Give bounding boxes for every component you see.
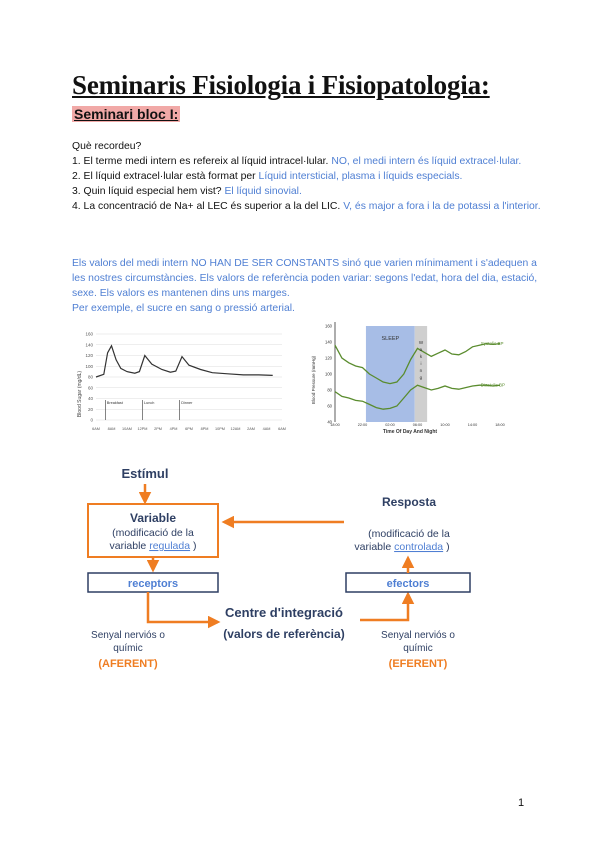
waking-letter: W bbox=[418, 340, 424, 345]
waking-letter: a bbox=[419, 347, 423, 352]
afferent-label: (AFERENT) bbox=[98, 658, 158, 670]
afferent-arrow bbox=[148, 592, 218, 622]
page-number: 1 bbox=[518, 797, 525, 809]
questions-intro: Què recordeu? bbox=[72, 141, 142, 152]
question-text: 3. Quin líquid especial hem vist? bbox=[72, 186, 222, 197]
variable-subtitle-2: variable regulada ) bbox=[109, 540, 197, 552]
sleep-label: SLEEP bbox=[381, 336, 400, 342]
y-tick-label: 60 bbox=[87, 385, 93, 391]
x-tick-label: 14:00 bbox=[467, 423, 478, 427]
meal-label: Dinner bbox=[181, 401, 193, 405]
y-axis-label: Blood Sugar (mg/dL) bbox=[77, 370, 83, 418]
y-tick-label: 140 bbox=[85, 342, 93, 348]
meal-label: Breakfast bbox=[106, 401, 123, 405]
y-tick-label: 40 bbox=[327, 419, 332, 425]
efferent-label: (EFERENT) bbox=[388, 658, 448, 670]
homeostasis-diagram bbox=[72, 462, 542, 672]
question-text: 2. El líquid extracel·lular està format per bbox=[72, 171, 256, 182]
y-tick-label: 160 bbox=[85, 331, 93, 337]
y-tick-label: 120 bbox=[325, 355, 332, 361]
y-axis-label: Blood Pressure (mmHg) bbox=[311, 355, 316, 405]
question-3 bbox=[72, 184, 542, 199]
question-text: 4. La concentració de Na+ al LEC és superior a la del LIC. bbox=[72, 201, 341, 212]
question-text: 1. El terme medi intern es refereix al líquid intracel·lular. bbox=[72, 156, 329, 167]
x-tick-label: 8PM bbox=[200, 427, 209, 431]
y-tick-label: 140 bbox=[325, 339, 332, 345]
response-subtitle: (modificació de la bbox=[368, 528, 450, 540]
x-tick-label: 10PM bbox=[215, 427, 225, 431]
y-tick-label: 100 bbox=[85, 363, 93, 369]
question-1 bbox=[72, 154, 542, 169]
x-tick-label: 18:00 bbox=[330, 423, 340, 427]
x-tick-label: 12AM bbox=[230, 427, 241, 431]
x-tick-label: 10:00 bbox=[440, 423, 450, 427]
y-tick-label: 20 bbox=[87, 406, 93, 412]
x-tick-label: 4AM bbox=[262, 427, 271, 431]
y-tick-label: 160 bbox=[325, 323, 332, 329]
signal-left-line1: Senyal nerviós o bbox=[91, 630, 165, 641]
answer-text: El líquid sinovial. bbox=[224, 186, 302, 197]
questions-block bbox=[72, 139, 542, 214]
question-2 bbox=[72, 169, 542, 184]
x-tick-label: 2AM bbox=[247, 427, 255, 431]
y-tick-label: 40 bbox=[87, 396, 93, 401]
answer-text: NO, el medi intern és líquid extracel·lular. bbox=[331, 156, 522, 167]
effectors-label: efectors bbox=[386, 578, 430, 590]
x-tick-label: 6AM bbox=[278, 427, 286, 431]
reference-values-label: (valors de referència) bbox=[223, 627, 345, 641]
variable-subtitle: (modificació de la bbox=[112, 527, 194, 539]
blood-sugar-chart bbox=[72, 322, 292, 442]
integration-center-label: Centre d'integració bbox=[225, 605, 343, 620]
signal-left-line2: químic bbox=[113, 643, 143, 654]
y-tick-label: 100 bbox=[325, 371, 332, 377]
response-subtitle-2: variable controlada ) bbox=[354, 541, 450, 553]
answer-text: V, és major a fora i la de potassi a l'interior. bbox=[343, 201, 541, 212]
y-tick-label: 80 bbox=[87, 374, 93, 380]
x-tick-label: 6AM bbox=[92, 427, 100, 431]
x-tick-label: 8AM bbox=[107, 427, 116, 431]
question-4 bbox=[72, 199, 542, 214]
waking-letter: k bbox=[419, 354, 423, 359]
y-tick-label: 0 bbox=[90, 417, 93, 423]
legend-systolic: Systolic BP bbox=[480, 341, 504, 347]
x-tick-label: 2PM bbox=[154, 427, 162, 431]
legend-diastolic: Diastolic BP bbox=[480, 382, 506, 388]
x-tick-label: 10AM bbox=[122, 427, 132, 431]
note-paragraph: Els valors del medi intern NO HAN DE SER CONSTANTS sinó que varien mínimament i s'adequen a les nostres circumstàncies. Els valors de referència poden variar: segons l'edat, hora del dia, estació, sexe. Els valors es mantenen dins uns marges. bbox=[72, 258, 538, 299]
waking-letter: i bbox=[420, 361, 422, 366]
x-tick-label: 22:00 bbox=[357, 423, 368, 427]
variable-title: Variable bbox=[129, 511, 177, 525]
signal-right-line2: químic bbox=[403, 643, 433, 654]
stimulus-label: Estímul bbox=[121, 466, 169, 481]
waking-letter: g bbox=[419, 375, 423, 380]
x-tick-label: 6PM bbox=[185, 427, 193, 431]
x-tick-label: 02:00 bbox=[385, 423, 395, 427]
waking-letter: n bbox=[419, 368, 423, 373]
note-example: Per exemple, el sucre en sang o pressió arterial. bbox=[72, 303, 295, 314]
explanation-note bbox=[72, 256, 542, 316]
efferent-arrow bbox=[360, 594, 408, 620]
section-heading: Seminari bloc I: bbox=[74, 106, 179, 122]
x-axis-label: Time Of Day And Night bbox=[382, 429, 438, 435]
y-tick-label: 80 bbox=[327, 387, 332, 393]
x-tick-label: 12PM bbox=[137, 427, 148, 431]
y-tick-label: 60 bbox=[327, 403, 332, 409]
answer-text: Líquid intersticial, plasma i líquids especials. bbox=[258, 171, 463, 182]
meal-label: Lunch bbox=[144, 401, 155, 405]
receptors-label: receptors bbox=[127, 578, 179, 590]
page-title: Seminaris Fisiologia i Fisiopatologia: bbox=[72, 70, 490, 100]
x-tick-label: 4PM bbox=[169, 427, 178, 431]
x-tick-label: 06:00 bbox=[412, 423, 423, 427]
response-label: Resposta bbox=[381, 495, 437, 509]
x-tick-label: 18:00 bbox=[495, 423, 505, 427]
y-tick-label: 120 bbox=[85, 353, 93, 358]
blood-sugar-line bbox=[96, 346, 273, 377]
blood-pressure-chart bbox=[305, 318, 520, 438]
signal-right-line1: Senyal nerviós o bbox=[381, 630, 455, 641]
